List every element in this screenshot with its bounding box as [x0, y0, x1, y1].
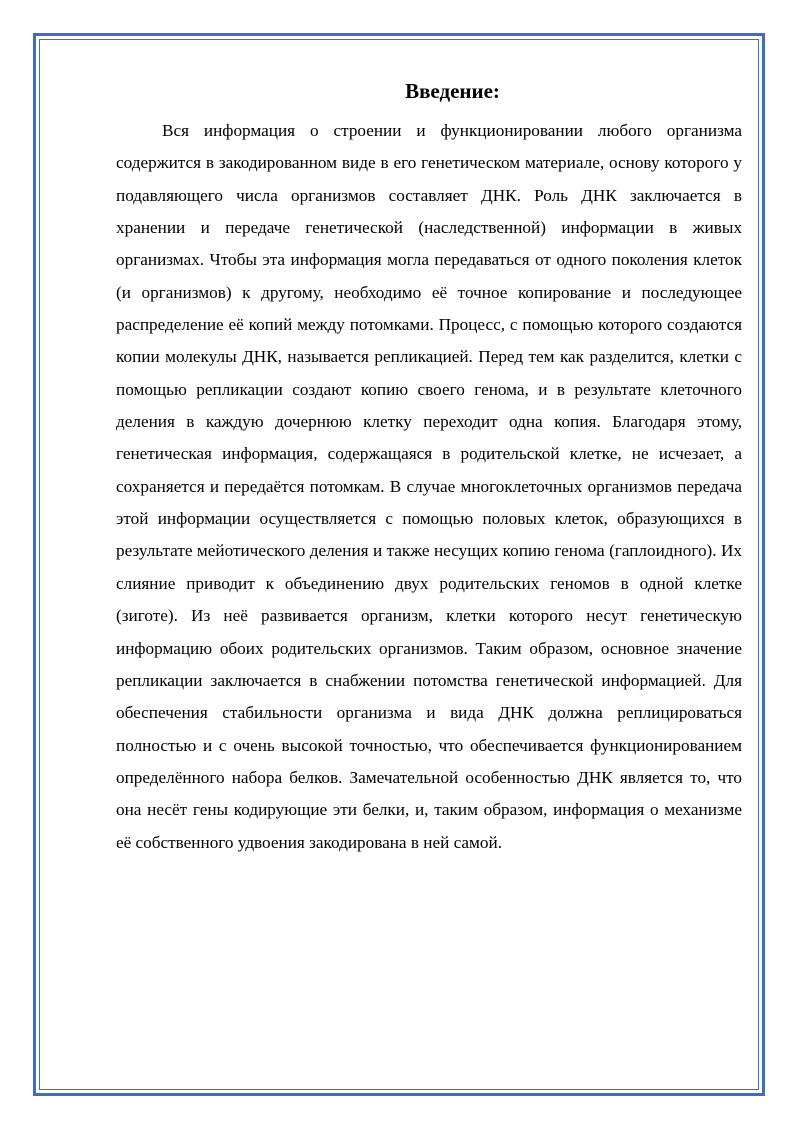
body-paragraph: Вся информация о строении и функционировании любого организма содержится в закодированном виде в его генетическом материале, основу которого у подавляющего числа организмов составляет ДНК. Роль ДНК заключается в хранении и передаче генетической (наследственной) информации в живых организмах. Чтобы эта информация могла передаваться от одного поколения клеток (и организмов) к другому, необходимо её точное копирование и последующее распределение её копий между потомками. Процесс, с помощью которого создаются копии молекулы ДНК, называется репликацией. Перед тем как разделится, клетки с помощью репликации создают копию своего генома, и в результате клеточного деления в каждую дочернюю клетку переходит одна копия. Благодаря этому, генетическая информация, содержащаяся в родительской клетке, не исчезает, а сохраняется и передаётся потомкам. В случае многоклеточных организмов передача этой информации осуществляется с помощью половых клеток, образующихся в результате мейотического деления и также несущих копию генома (гаплоидного). Их слияние приводит к объединению двух родительских геномов в одной клетке (зиготе). Из неё развивается организм, клетки которого несут генетическую информацию обоих родительских организмов. Таким образом, основное значение репликации заключается в снабжении потомства генетической информацией. Для обеспечения стабильности организма и вида ДНК должна реплицироваться полностью и с очень высокой точностью, что обеспечивается функционированием определённого набора белков. Замечательной особенностью ДНК является то, что она несёт гены кодирующие эти белки, и, таким образом, информация о механизме её собственного удвоения закодирована в ней самой. [116, 121, 742, 852]
page-title: Введение: [405, 79, 500, 103]
